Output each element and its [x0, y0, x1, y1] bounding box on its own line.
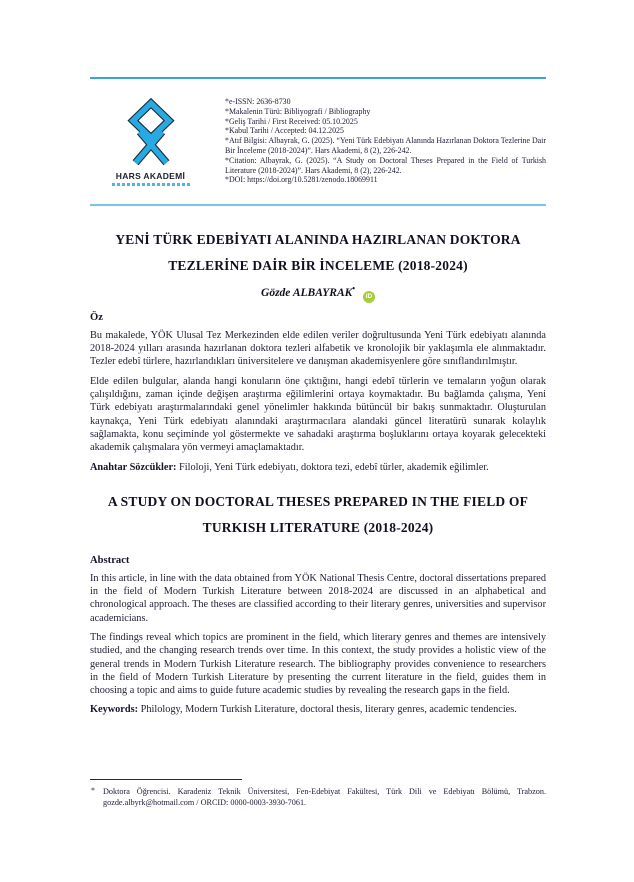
meta-article-type: *Makalenin Türü: Bibliyografi / Bibliography [225, 106, 371, 116]
footnote-divider [90, 779, 242, 780]
footnote-area [90, 779, 546, 808]
hars-akademi-rune-icon [120, 98, 182, 168]
keywords-turkish-label: Anahtar Sözcükler: [90, 461, 177, 473]
footnote-marker: * [91, 786, 95, 795]
top-divider [90, 77, 546, 79]
header-divider [90, 204, 546, 206]
keywords-turkish-text: Filoloji, Yeni Türk edebiyatı, doktora tezi, edebî türler, akademik eğilimler. [176, 461, 489, 473]
abstract-paragraph-2: The findings reveal which topics are prominent in the field, which literary genres and themes are intensively studied, and the changing research trends over time. In this context, the study provides a holistic view of the general trends in Modern Turkish Literature research. The bibliography provides convenience to researchers in the field of Modern Turkish Literature by presenting the current literature in the field, guides them in choosing a topic and aims to guide future academic studies by revealing the research gaps in the field. [90, 631, 546, 697]
title-tr-line-1: YENİ TÜRK EDEBİYATI ALANINDA HAZIRLANAN DOKTORA [115, 232, 521, 247]
article-body [90, 227, 546, 723]
abstract-heading: Abstract [90, 554, 130, 566]
title-en-line-1: A STUDY ON DOCTORAL THESES PREPARED IN THE FIELD OF [107, 493, 529, 509]
abstract-turkish-section [90, 312, 546, 474]
oz-paragraph-1: Bu makalede, YÖK Ulusal Tez Merkezinden elde edilen veriler doğrultusunda Yeni Türk edebiyatı alanında 2018-2024 yılları arasında hazırlanan doktora tezleri alfabetik ve kronolojik bir yaklaşımla ele alınmaktadır. Tezler edebî türlere, hazırlandıkları üniversitelere ve danışman akademisyenlere göre sınıflandırılmıştır. [90, 329, 546, 368]
title-en-line-2: TURKISH LITERATURE (2018-2024) [202, 519, 434, 535]
title-tr-line-2: TEZLERİNE DAİR BİR İNCELEME (2018-2024) [168, 258, 468, 273]
orcid-icon[interactable]: iD [363, 291, 375, 303]
article-title-english [90, 489, 546, 541]
meta-received-date: *Geliş Tarihi / First Received: 05.10.2025 [225, 116, 358, 126]
keywords-english-label: Keywords: [90, 704, 139, 716]
logo-tagline [112, 183, 190, 186]
author-name: Gözde ALBAYRAK [261, 286, 353, 299]
article-title-english-wrap [90, 489, 546, 541]
author-line [90, 284, 546, 303]
abstract-english-section [90, 555, 546, 717]
meta-doi-link[interactable]: *DOI: https://doi.org/10.5281/zenodo.18069911 [225, 175, 378, 185]
article-metadata [225, 88, 546, 186]
oz-paragraph-2: Elde edilen bulgular, alanda hangi konuların öne çıktığını, hangi edebî türlerin ve temaların yoğun olarak çalışıldığını, zaman içinde değişen araştırma eğilimlerini ortaya koymaktadır. Bu bağlamda çalışma, Yeni Türk edebiyatı araştırmalarındaki genel yönelimler hakkında bütüncül bir bakış sunmaktadır. Oluşturulan kaynakça, Yeni Türk edebiyatı alanındaki araştırmacılara alandaki güncel literatürü sunarak kolaylık sağlamakta, konu seçiminde yol göstermekte ve sahadaki araştırma boşluklarını ortaya koyarak gelecekteki akademik çalışmalara yön vermeyi amaçlamaktadır. [90, 375, 546, 454]
journal-header [90, 88, 546, 186]
meta-eissn: *e-ISSN: 2636-8730 [225, 97, 291, 106]
oz-heading: Öz [90, 311, 103, 323]
footnote-line-1: Doktora Öğrencisi. Karadeniz Teknik Üniversitesi, Fen-Edebiyat Fakültesi, Türk Dili ve Edebiyatı Bölümü, Trabzon. [103, 787, 546, 796]
footnote-text [90, 787, 546, 808]
keywords-turkish [90, 461, 546, 474]
meta-accepted-date: *Kabul Tarihi / Accepted: 04.12.2025 [225, 126, 344, 136]
keywords-english [90, 703, 546, 716]
meta-citation-en: *Citation: Albayrak, G. (2025). “A Study on Doctoral Theses Prepared in the Field of Turkish Literature (2018-2024)”. Hars Akademi, 8 (2), 226-242. [225, 155, 546, 175]
meta-citation-tr: *Atıf Bilgisi: Albayrak, G. (2025). “Yeni Türk Edebiyatı Alanında Hazırlanan Doktora Tezlerine Dair Bir İnceleme (2018-2024)”. Hars Akademi, 8 (2), 226-242. [225, 136, 546, 155]
keywords-english-text: Philology, Modern Turkish Literature, doctoral thesis, literary genres, academic tendencies. [138, 704, 517, 716]
journal-logo [90, 88, 225, 186]
logo-wordmark: HARS AKADEMİ [115, 171, 186, 181]
author-footnote-mark: • [352, 284, 356, 293]
article-title-turkish [90, 227, 546, 279]
abstract-paragraph-1: In this article, in line with the data obtained from YÖK National Thesis Centre, doctoral dissertations prepared in the field of Modern Turkish Literature between 2018-2024 are discussed in an alphabetical and chronological approach. The theses are classified according to their literary genres, universities and supervisor academicians. [90, 572, 546, 624]
footnote-line-2: gozde.albyrk@hotmail.com / ORCID: 0000-0003-3930-7061. [103, 797, 307, 807]
